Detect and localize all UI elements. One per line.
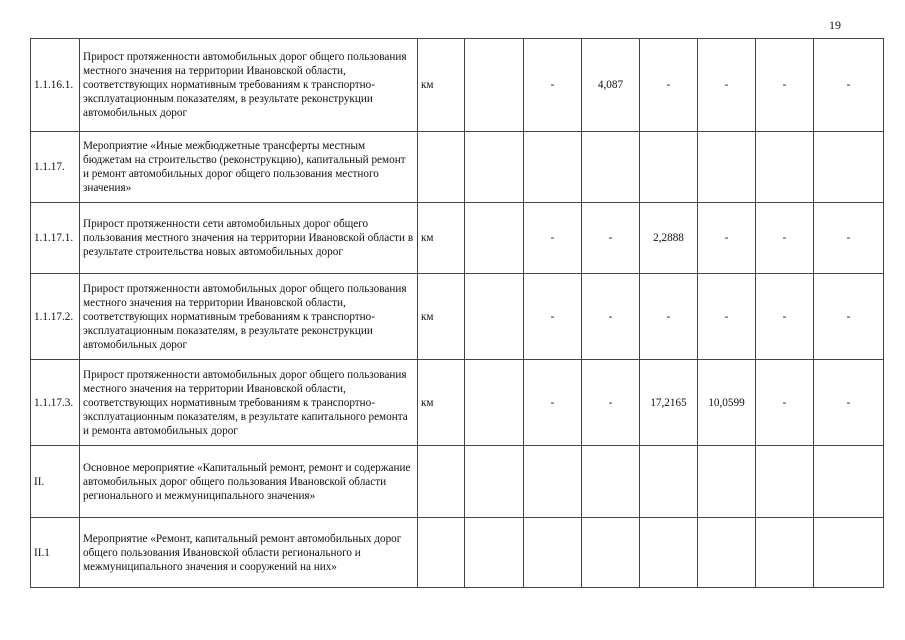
value-cell: [640, 518, 698, 588]
value-cell: 2,2888: [640, 203, 698, 274]
value-cell: [465, 360, 524, 446]
value-cell: -: [582, 203, 640, 274]
value-cell: 17,2165: [640, 360, 698, 446]
table-row: [31, 446, 884, 518]
table-row: [31, 360, 884, 446]
value-cell: -: [524, 39, 582, 132]
value-cell: 10,0599: [698, 360, 756, 446]
indicators-table: [30, 38, 884, 588]
row-number: 1.1.17.: [31, 132, 80, 203]
value-cell: [465, 132, 524, 203]
row-number: 1.1.17.1.: [31, 203, 80, 274]
value-cell: [756, 518, 814, 588]
row-unit: км: [418, 39, 465, 132]
row-unit: [418, 446, 465, 518]
value-cell: [524, 132, 582, 203]
value-cell: [698, 132, 756, 203]
value-cell: [465, 203, 524, 274]
row-unit: км: [418, 203, 465, 274]
row-description: Прирост протяженности автомобильных дорог общего пользования местного значения на территории Ивановской области, соответствующих нормативным требованиям к транспортно-эксплуатационным показателям, в результате капитального ремонта и ремонта автомобильных дорог: [80, 360, 418, 446]
value-cell: -: [640, 274, 698, 360]
value-cell: [640, 132, 698, 203]
row-unit: [418, 518, 465, 588]
value-cell: [582, 132, 640, 203]
row-number: 1.1.17.3.: [31, 360, 80, 446]
row-description: Прирост протяженности автомобильных дорог общего пользования местного значения на территории Ивановской области, соответствующих нормативным требованиям к транспортно- эксплуатационным показателям, в результате реконструкции автомобильных дорог: [80, 274, 418, 360]
row-number: II.: [31, 446, 80, 518]
table-row: [31, 518, 884, 588]
value-cell: -: [524, 360, 582, 446]
value-cell: [465, 446, 524, 518]
row-description: Мероприятие «Иные межбюджетные трансферты местным бюджетам на строительство (реконструкцию), капитальный ремонт и ремонт автомобильных дорог общего пользования местного значения»: [80, 132, 418, 203]
value-cell: [756, 446, 814, 518]
row-description: Прирост протяженности сети автомобильных дорог общего пользования местного значения на территории Ивановской области в результате строительства новых автомобильных дорог: [80, 203, 418, 274]
value-cell: [582, 518, 640, 588]
table-row: [31, 39, 884, 132]
value-cell: [814, 446, 884, 518]
value-cell: [465, 274, 524, 360]
value-cell: [814, 518, 884, 588]
value-cell: -: [814, 274, 884, 360]
row-number: 1.1.16.1.: [31, 39, 80, 132]
value-cell: -: [756, 274, 814, 360]
value-cell: -: [698, 274, 756, 360]
row-number: II.1: [31, 518, 80, 588]
value-cell: [465, 39, 524, 132]
value-cell: -: [582, 274, 640, 360]
value-cell: -: [756, 203, 814, 274]
row-description: Прирост протяженности автомобильных дорог общего пользования местного значения на территории Ивановской области, соответствующих нормативным требованиям к транспортно-эксплуатационным показателям, в результате реконструкции автомобильных дорог: [80, 39, 418, 132]
value-cell: [524, 518, 582, 588]
row-description: Основное мероприятие «Капитальный ремонт, ремонт и содержание автомобильных дорог общего пользования Ивановской области регионального и межмуниципального значения»: [80, 446, 418, 518]
value-cell: -: [814, 360, 884, 446]
value-cell: [814, 132, 884, 203]
value-cell: -: [756, 39, 814, 132]
row-number: 1.1.17.2.: [31, 274, 80, 360]
row-unit: км: [418, 274, 465, 360]
value-cell: -: [640, 39, 698, 132]
value-cell: [524, 446, 582, 518]
table-row: [31, 203, 884, 274]
value-cell: -: [524, 274, 582, 360]
value-cell: -: [698, 203, 756, 274]
row-unit: [418, 132, 465, 203]
value-cell: -: [814, 39, 884, 132]
value-cell: [698, 446, 756, 518]
page-number: 19: [829, 18, 841, 32]
value-cell: [756, 132, 814, 203]
value-cell: -: [698, 39, 756, 132]
row-unit: км: [418, 360, 465, 446]
value-cell: [582, 446, 640, 518]
table-row: [31, 132, 884, 203]
value-cell: [465, 518, 524, 588]
table-row: [31, 274, 884, 360]
value-cell: -: [524, 203, 582, 274]
value-cell: -: [756, 360, 814, 446]
row-description: Мероприятие «Ремонт, капитальный ремонт автомобильных дорог общего пользования Ивановской области регионального и межмуниципального значения и сооружений на них»: [80, 518, 418, 588]
value-cell: [640, 446, 698, 518]
value-cell: -: [814, 203, 884, 274]
value-cell: 4,087: [582, 39, 640, 132]
value-cell: -: [582, 360, 640, 446]
value-cell: [698, 518, 756, 588]
